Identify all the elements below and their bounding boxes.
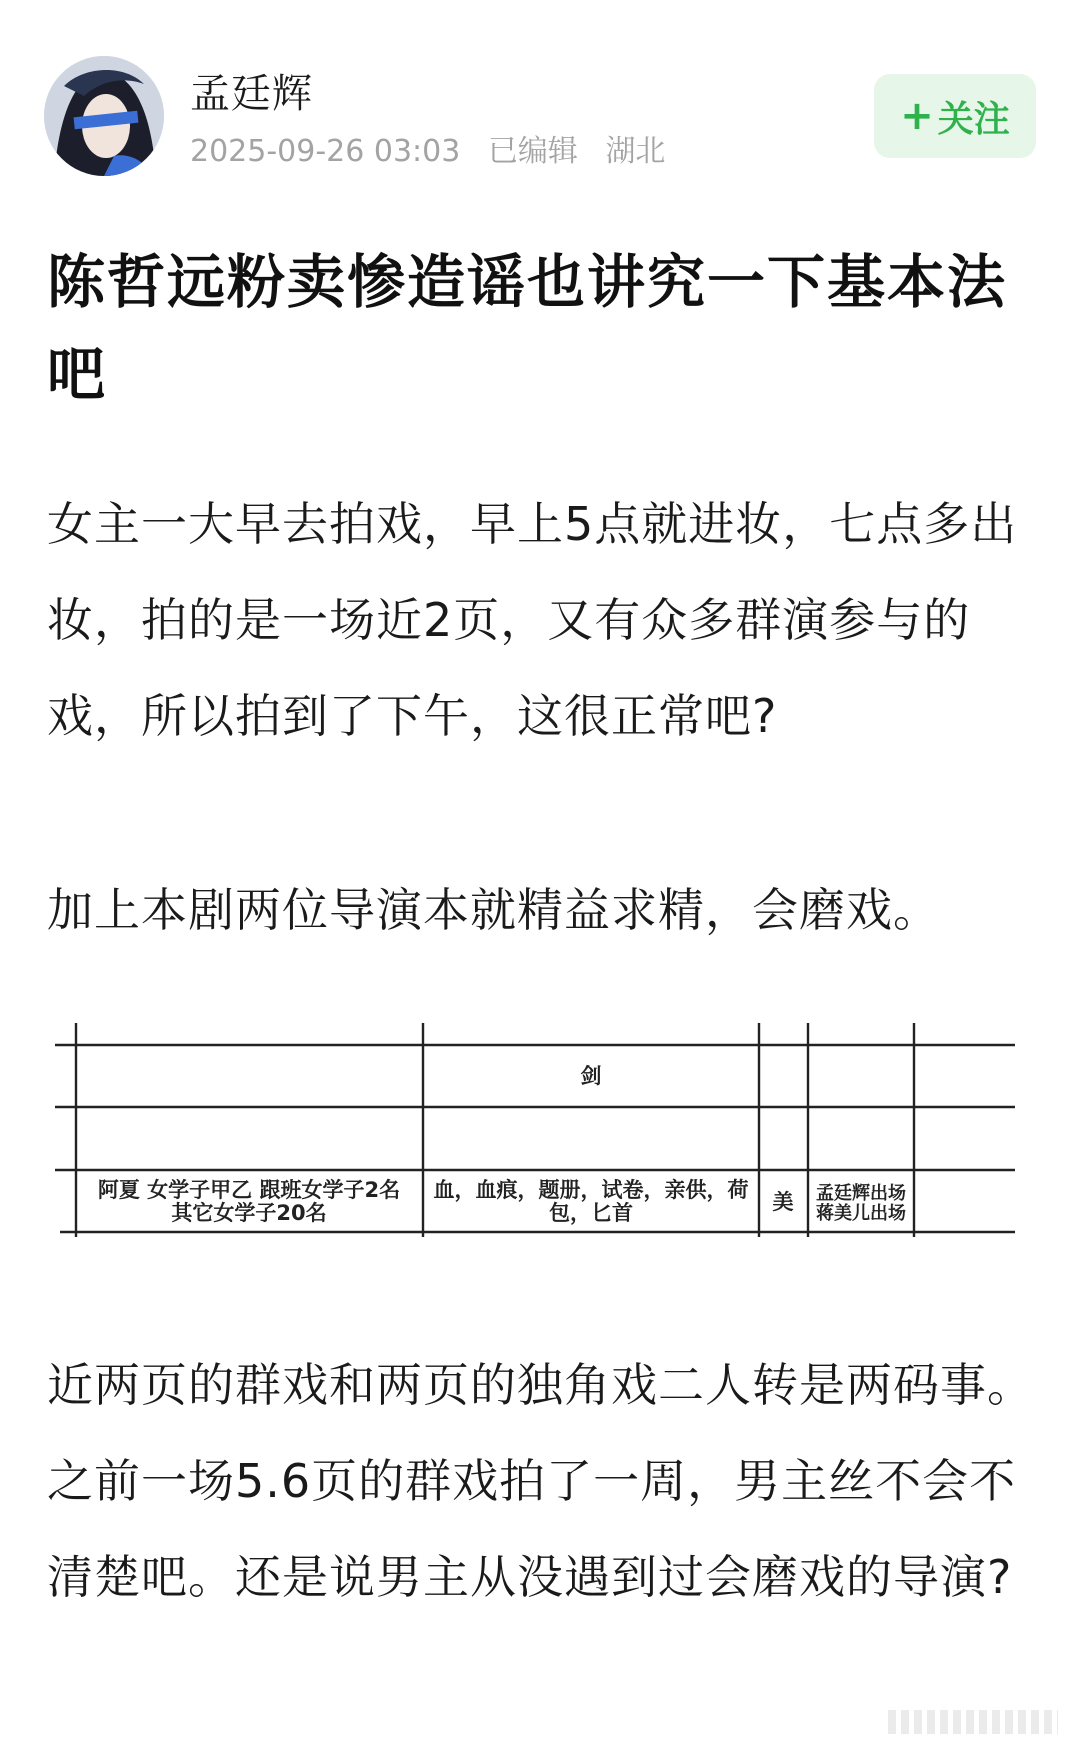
post-title: 陈哲远粉卖惨造谣也讲究一下基本法吧 <box>47 248 1008 408</box>
post-meta <box>190 126 683 170</box>
location-label: 湖北 <box>605 134 666 169</box>
cast-cell-line1: 阿夏 女学子甲乙 跟班女学子2名 <box>97 1178 401 1202</box>
makeup-cell: 美 <box>772 1190 794 1214</box>
post-header <box>0 0 1080 200</box>
post-paragraph-1: 女主一大早去拍戏，早上5点就进妆，七点多出妆，拍的是一场近2页，又有众多群演参与的戏，所以拍到了下午，这很正常吧? <box>47 497 1018 743</box>
avatar-image <box>44 56 164 176</box>
plus-icon: + <box>900 93 934 139</box>
props-cell-line2: 包，匕首 <box>549 1201 633 1225</box>
notes-cell-line2: 蒋美儿出场 <box>816 1203 906 1224</box>
cast-cell-line2: 其它女学子20名 <box>171 1201 327 1225</box>
follow-button[interactable] <box>874 74 1036 158</box>
edited-label: 已编辑 <box>487 134 578 169</box>
follow-label: 关注 <box>937 98 1010 140</box>
schedule-table <box>55 1015 1030 1265</box>
notes-cell-line1: 孟廷辉出场 <box>816 1183 906 1204</box>
author-name[interactable]: 孟廷辉 <box>190 71 313 117</box>
props-cell-row1: 剑 <box>580 1064 602 1088</box>
post-paragraph-3: 近两页的群戏和两页的独角戏二人转是两码事。之前一场5.6页的群戏拍了一周，男主丝不会不清楚吧。还是说男主从没遇到过会磨戏的导演? <box>47 1358 1034 1604</box>
watermark <box>888 1710 1058 1734</box>
post-timestamp: 2025-09-26 03:03 <box>190 134 461 169</box>
post-paragraph-2: 加上本剧两位导演本就精益求精，会磨戏。 <box>47 883 940 937</box>
schedule-table-image[interactable] <box>55 1015 1030 1265</box>
author-avatar[interactable] <box>44 56 164 176</box>
props-cell-line1: 血，血痕，题册，试卷，亲供，荷 <box>433 1178 749 1202</box>
